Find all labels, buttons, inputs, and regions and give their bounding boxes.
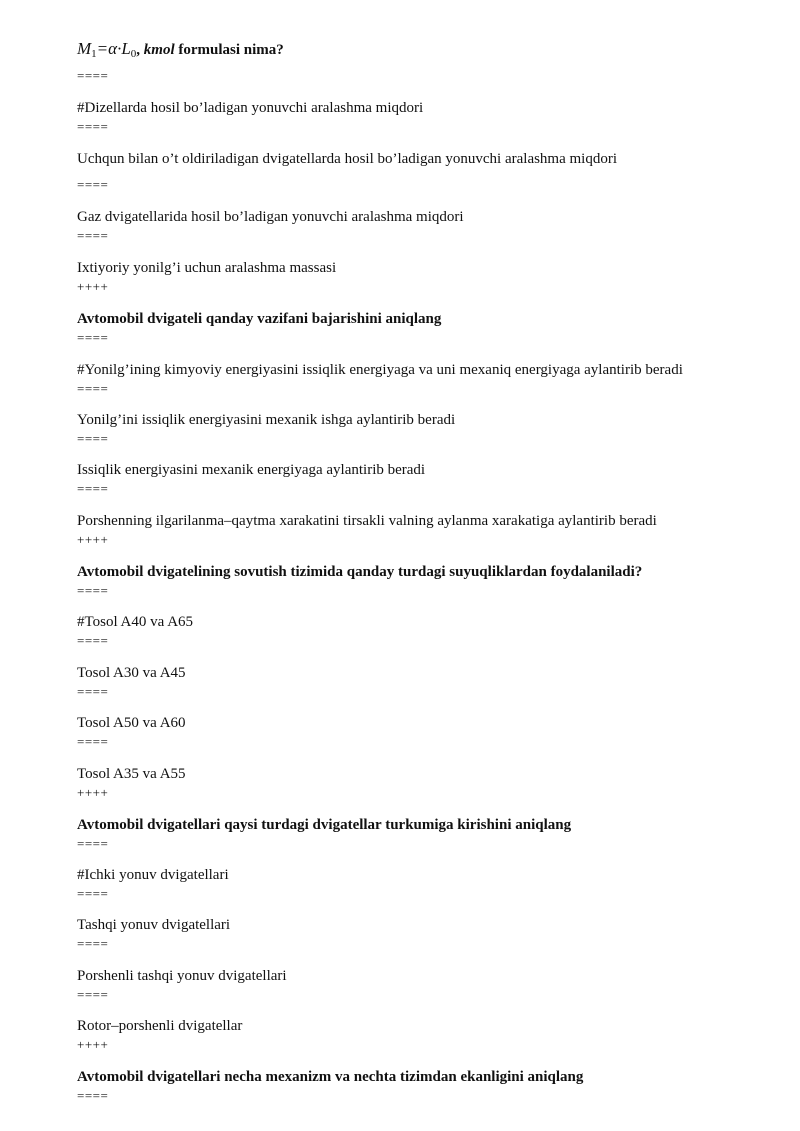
- answer-option: Porshenli tashqi yonuv dvigatellari: [77, 968, 287, 984]
- separator: ====: [77, 886, 109, 901]
- answer-option: Issiqlik energiyasini mexanik energiyaga aylantirib beradi: [77, 462, 426, 478]
- question-text: Avtomobil dvigateli qanday vazifani bajarishini aniqlang: [77, 311, 442, 327]
- separator: ====: [77, 119, 109, 134]
- answer-option: Yonilg’ini issiqlik energiyasini mexanik ishga aylantirib beradi: [77, 412, 456, 428]
- answer-option: Tosol A50 va A60: [77, 715, 186, 731]
- answer-option: Tashqi yonuv dvigatellari: [77, 917, 231, 933]
- answer-option: Porshenning ilgarilanma–qaytma xarakatini tirsakli valning aylanma xarakatiga aylantirib beradi: [77, 513, 657, 529]
- separator: ++++: [77, 785, 109, 800]
- answer-option: Uchqun bilan o’t oldiriladigan dvigatellarda hosil bo’ladigan yonuvchi aralashma miqdori: [77, 151, 618, 167]
- separator: ====: [77, 177, 109, 192]
- separator: ====: [77, 68, 109, 83]
- separator: ====: [77, 431, 109, 446]
- formula-subscript-0: 0: [130, 48, 137, 60]
- answer-option: Ixtiyoriy yonilg’i uchun aralashma massasi: [77, 260, 337, 276]
- answer-option: #Dizellarda hosil bo’ladigan yonuvchi aralashma miqdori: [77, 100, 424, 116]
- separator: ====: [77, 836, 109, 851]
- formula-unit: kmol: [143, 42, 175, 58]
- separator: ====: [77, 684, 109, 699]
- answer-option: #Tosol A40 va A65: [77, 614, 194, 630]
- separator: ++++: [77, 279, 109, 294]
- separator: ====: [77, 481, 109, 496]
- answer-option: #Yonilg’ining kimyoviy energiyasini issiqlik energiyaga va uni mexaniq energiyaga aylantirib beradi: [77, 362, 683, 378]
- separator: ====: [77, 1088, 109, 1103]
- separator: ====: [77, 633, 109, 648]
- formula-alpha-l: =α·L: [96, 39, 131, 58]
- formula-subscript-1: 1: [91, 48, 97, 60]
- answer-option: Rotor–porshenli dvigatellar: [77, 1018, 243, 1034]
- answer-option: Gaz dvigatellarida hosil bo’ladigan yonuvchi aralashma miqdori: [77, 209, 464, 225]
- answer-option: Tosol A35 va A55: [77, 766, 186, 782]
- answer-option: Tosol A30 va A45: [77, 665, 186, 681]
- separator: ====: [77, 936, 109, 951]
- separator: ====: [77, 228, 109, 243]
- separator: ====: [77, 734, 109, 749]
- separator: ====: [77, 987, 109, 1002]
- separator: ====: [77, 583, 109, 598]
- question-text: Avtomobil dvigatellari necha mexanizm va nechta tizimdan ekanligini aniqlang: [77, 1069, 584, 1085]
- separator: ++++: [77, 532, 109, 547]
- formula: [77, 39, 136, 58]
- question-text: Avtomobil dvigatellari qaysi turdagi dvigatellar turkumiga kirishini aniqlang: [77, 817, 572, 833]
- separator: ====: [77, 330, 109, 345]
- formula-question-text: formulasi nima?: [174, 42, 284, 58]
- separator: ====: [77, 381, 109, 396]
- formula-symbol-m: M: [77, 39, 92, 58]
- separator: ++++: [77, 1037, 109, 1052]
- question-text: Avtomobil dvigatelining sovutish tizimida qanday turdagi suyuqliklardan foydalaniladi?: [77, 564, 643, 580]
- formula-question: $M_1=\alpha\cdot L_0$, kmol formulasi nima?: [77, 39, 284, 60]
- answer-option: #Ichki yonuv dvigatellari: [77, 867, 229, 883]
